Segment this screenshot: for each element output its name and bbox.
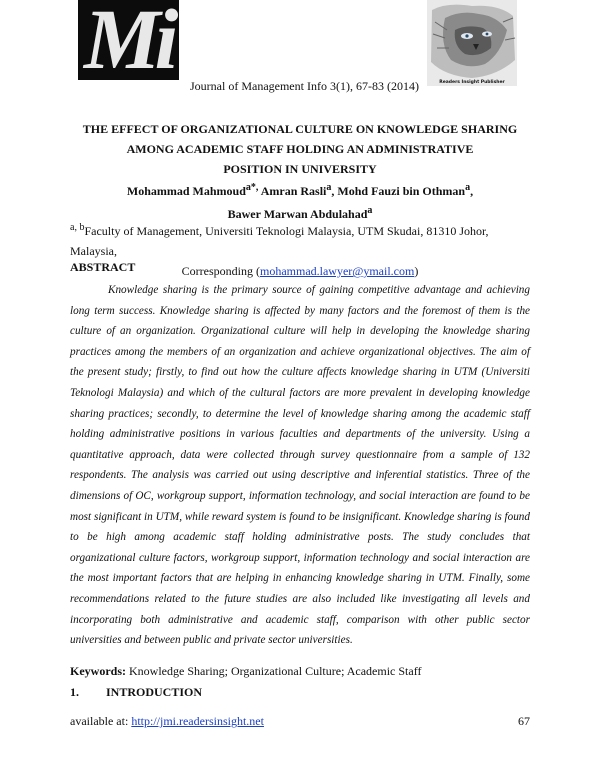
keywords-label: Keywords: [70,664,126,678]
title-line: POSITION IN UNIVERSITY [223,162,377,176]
affiliation-text: Faculty of Management, Universiti Teknologi Malaysia, UTM Skudai, 81310 Johor, Malaysia, [70,224,489,258]
author-affil-marker: a*, [245,182,259,193]
logo-text: Mi [84,0,173,80]
section-number: 1. [70,685,79,699]
author-name: Bawer Marwan Abdulahad [227,207,368,221]
authors-line [70,178,530,201]
page-number: 67 [518,714,530,728]
publisher-caption: Readers Insight Publisher [439,80,505,85]
corresponding-close: ) [414,264,419,278]
paper-title [70,119,530,179]
author-affil-marker: a [326,182,332,193]
author-name: Mohammad Mahmoud [126,184,246,198]
author-separator: , [470,184,474,198]
section-heading [70,685,202,700]
affiliation [70,218,530,281]
title-line: AMONG ACADEMIC STAFF HOLDING AN ADMINISTRATIVE [126,142,474,156]
author-name: Amran Rasli [258,184,327,198]
corresponding [182,264,419,278]
footer-label: available at: [70,714,132,728]
keywords-text: Knowledge Sharing; Organizational Culture; Academic Staff [126,664,422,678]
journal-citation: Journal of Management Info 3(1), 67-83 (2014) [190,79,419,93]
journal-logo [78,0,179,80]
affiliation-line [70,218,530,261]
section-title: INTRODUCTION [106,685,203,699]
abstract-body: Knowledge sharing is the primary source of gaining competitive advantage and achieving long term success. Knowledge sharing is affected by many factors and the foremost of them is the culture of an organization. Organizational culture will help in developing the knowledge sharing practices among the members of an organization and achieve organizational objectives. The aim of the present study; firstly, to find out how the culture affects knowledge sharing in UTM (Universiti Teknologi Malaysia) and which of the cultural factors are more prevalent in developing knowledge sharing practices; secondly, to determine the level of knowledge sharing among the academic staff holding administrative positions in various faculties and departments of the university. Using a quantitative approach, data were collected through survey questionnaire from a sample of 132 respondents. The analysis was carried out using descriptive and inferential statistics. Three of the dimensions of OC, workgroup support, information technology, and social interaction are found to be most significant in UTM, while reward system is found to be insignificant. Knowledge sharing is found to be high among academic staff holding administrative posts. The study concludes that organizational culture factors, workgroup support, information technology and social interaction are the most important factors that are helping in enhancing knowledge sharing in UTM. Finally, some recommendations related to the future studies are also included like investigating all levels and incorporating both administrative and academic staff, comparison with other public sector universities and between public and private sector universities. [70,284,530,647]
abstract-heading: ABSTRACT [70,260,136,274]
lion-face-icon [427,0,517,86]
publisher-logo [427,0,517,86]
journal-url-link[interactable]: http://jmi.readersinsight.net [131,714,264,728]
author-affil-marker: a [367,205,373,216]
author-affil-marker: a [465,182,471,193]
title-line: THE EFFECT OF ORGANIZATIONAL CULTURE ON KNOWLEDGE SHARING [82,122,518,136]
affiliation-marker: a, b [70,222,85,233]
email-link[interactable]: mohammad.lawyer@ymail.com [259,264,415,278]
keywords [70,664,421,679]
corresponding-label: Corresponding ( [181,264,260,278]
author-name: , Mohd Fauzi bin Othman [331,184,466,198]
footer-availability [70,714,264,729]
